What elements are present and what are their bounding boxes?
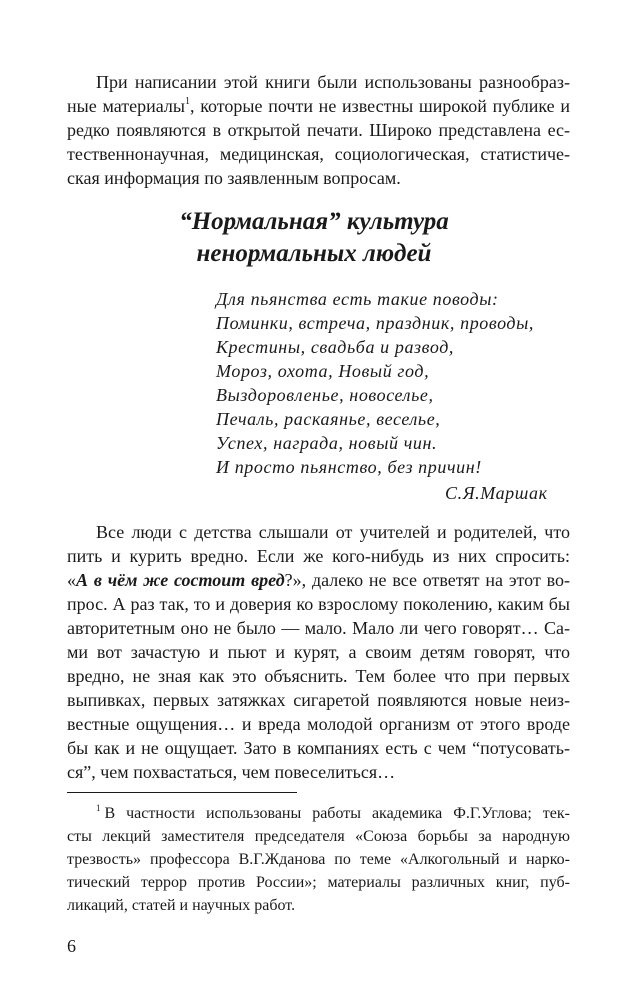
body-line-3	[67, 568, 570, 592]
intro-line-2-text-cont: , которые почти не известны широкой публике и	[189, 96, 570, 116]
epigraph-verse-line: Выздоровленье, новоселье,	[216, 385, 434, 405]
body-line-3-open-quote: «	[67, 570, 76, 590]
intro-line-2-text: ные материалы	[67, 96, 185, 116]
body-line-3-text: ?», далеко не все ответят на этот во-	[284, 570, 570, 590]
footnote-line-5: ликаций, статей и научных работ.	[67, 897, 296, 914]
footnote-line-1	[96, 802, 570, 825]
body-line-9: вестные ощущения… и вреда молодой организм от этого вроде	[67, 714, 570, 734]
epigraph-verse-line: Поминки, встреча, праздник, проводы,	[216, 313, 535, 333]
footnote-marker: 1	[96, 803, 101, 813]
body-line-7: вредно, не зная как это объяснить. Тем более что при первых	[67, 666, 570, 686]
emphasized-question: А в чём же состоит вред	[76, 570, 285, 590]
section-title-line-1: “Нормальная” культура	[179, 208, 449, 235]
epigraph-verse-line: И просто пьянство, без причин!	[216, 457, 482, 477]
footnote-separator	[67, 792, 297, 793]
body-line-8: выпивках, первых затяжках сигаретой появляются новые неиз-	[67, 690, 570, 710]
body-line-11: ся”, чем похвастаться, чем повеселиться…	[67, 762, 396, 782]
footnote-line-4: тический террор против России»; материалы различных книг, пуб-	[67, 874, 570, 891]
body-line-4: прос. А раз так, то и доверия ко взрослому поколению, каким бы	[67, 594, 570, 614]
body-line-6: ми вот зачастую и пьют и курят, а своим детям говорят, что	[67, 642, 570, 662]
footnote-line-1-text: В частности использованы работы академика Ф.Г.Углова; тек-	[104, 805, 570, 822]
intro-line-4: тественнонаучная, медицинская, социологическая, статистиче-	[67, 144, 570, 164]
body-line-1: Все люди с детства слышали от учителей и родителей, что	[96, 522, 570, 542]
epigraph-verse-line: Крестины, свадьба и развод,	[216, 337, 455, 357]
epigraph-author: С.Я.Маршак	[445, 483, 548, 503]
body-line-2: пить и курить вредно. Если же кого-нибудь из них спросить:	[67, 546, 570, 566]
intro-line-5: ская информация по заявленным вопросам.	[67, 168, 401, 188]
epigraph-verse-line: Печаль, раскаянье, веселье,	[216, 409, 441, 429]
epigraph-verse-line: Мороз, охота, Новый год,	[216, 361, 430, 381]
epigraph-verse-line: Для пьянства есть такие поводы:	[216, 289, 499, 309]
body-line-5: авторитетным оно не было — мало. Мало ли чего говорят… Са-	[67, 618, 570, 638]
intro-line-2	[67, 94, 570, 118]
intro-line-3: редко появляются в открытой печати. Широко представлена ес-	[67, 120, 570, 140]
epigraph-verse-line: Успех, награда, новый чин.	[216, 433, 438, 453]
footnote-line-3: трезвость» профессора В.Г.Жданова по теме «Алкогольный и нарко-	[67, 851, 570, 868]
footnote-reference-marker: 1	[184, 96, 190, 107]
body-line-10: бы как и не ощущает. Зато в компаниях есть с чем “потусовать-	[67, 738, 570, 758]
footnote-line-2: сты лекций заместителя председателя «Союза борьбы за народную	[67, 828, 570, 845]
intro-line-1: При написании этой книги были использованы разнообраз-	[96, 72, 570, 92]
page-number: 6	[67, 936, 76, 956]
section-title-line-2: ненормальных людей	[196, 240, 432, 267]
